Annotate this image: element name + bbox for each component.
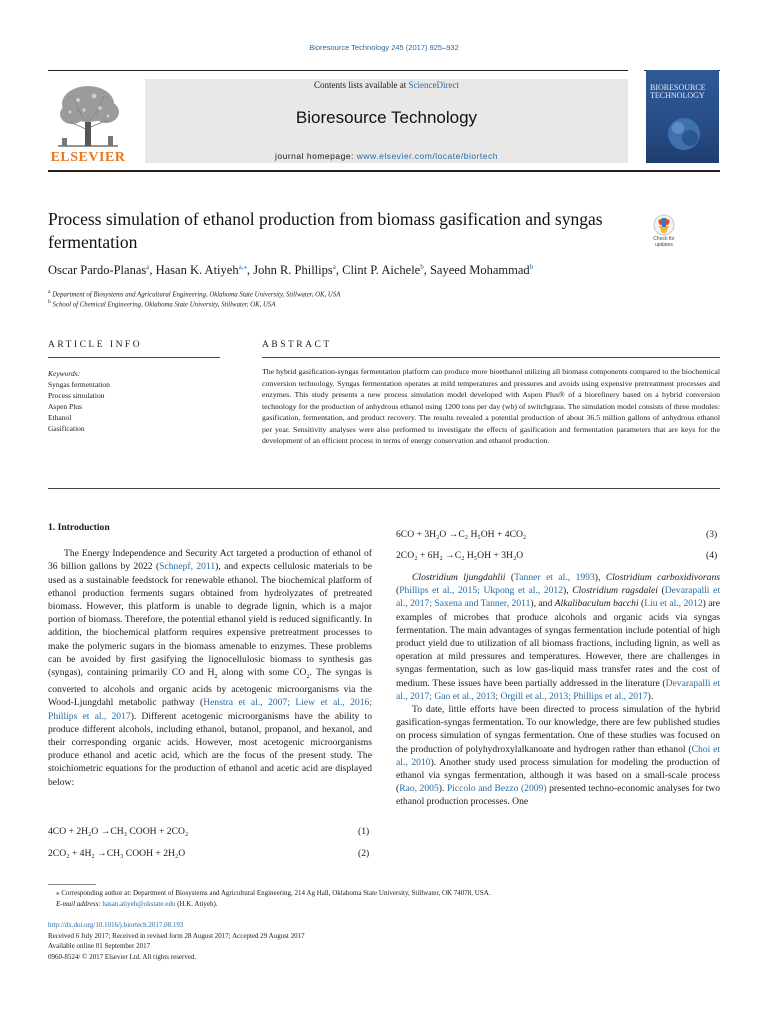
equation-2: 2CO₂ + 4H₂ →CH₃ COOH + 2H₂O [48,848,186,859]
article-info-heading: ARTICLE INFO [48,340,143,350]
author-affiliation-mark[interactable]: b [529,263,534,271]
keyword-item: Process simulation [48,391,105,400]
paper-title: Process simulation of ethanol production from biomass gasification and syngas fermentation [48,209,603,252]
citation-link[interactable]: Rao, 2005 [399,783,439,795]
email-note: E-mail address: hasan.atiyeh@okstate.edu (H.K. Atiyeh). [56,899,218,908]
citation-link[interactable]: Choi et al., 2010 [396,743,720,768]
author-name[interactable]: Clint P. Aichele [342,263,421,278]
header-top-rule [48,70,628,71]
homepage-prefix: journal homepage: [275,151,357,161]
keyword-item: Aspen Plus [48,402,82,411]
keyword-item: Gasification [48,424,85,433]
citation-link[interactable]: Liu et al., 2012 [644,598,703,610]
intro-paragraph-3: To date, little efforts have been directed to process simulation of the hybrid gasification-syngas fermentation. To our knowledge, there are few published studies on process simulation of syngas fermentation. One of these studies was focused on the production of polyhydroxylalkanoate and hydrogen rather than ethanol (Choi et al., 2010). Another study used process simulation for modeling the production of ethanol via syngas fermentation, although it was based on a small-scale process (Rao, 2005). Piccolo and Bezzo (2009) presented techno-economic analyses for two ethanol production processes. One [396,704,721,808]
cover-artwork [660,112,708,156]
equation-2-number: (2) [358,848,370,859]
sciencedirect-link[interactable]: ScienceDirect [408,80,459,90]
abstract-text: The hybrid gasification-syngas fermentation platform can produce more bioethanol utilizing all biomass components compared to the biochemical conversion technology. Syngas fermentation operates at mild temperatures and pressures and avoids using expensive pretreatment processes and enzymes. This study presents a new process simulation model developed with Aspen Plus® of a biorefinery based on a hybrid conversion technology for the production of anhydrous ethanol using 1200 tons per day (wb) of switchgrass. The simulation model consists of three modules: gasification, fermentation, and product recovery. The results revealed a potential production of about 36.5 million gallons of anhydrous ethanol per year. Sensitivity analyses were also performed to investigate the effects of gasification and fermentation parameters that are keys for the development of an efficient process in terms of energy conservation and ethanol production. [262,367,720,445]
cover-title-line-1: BIORESOURCE [650,83,706,92]
affiliation-mark: a [48,289,51,295]
affiliation-b [48,299,275,308]
citation-link[interactable]: Tanner et al., 1993 [514,572,595,583]
journal-homepage [145,151,628,161]
contents-line [145,80,628,90]
footnote-rule [48,884,96,885]
author-affiliation-mark[interactable]: a,⁎ [238,263,247,271]
cover-title-line-2: TECHNOLOGY [650,91,705,100]
received-dates: Received 6 July 2017; Received in revised form 28 August 2017; Accepted 29 August 2017 [48,931,305,940]
left-column [48,521,372,789]
journal-reference-link[interactable]: Bioresource Technology 245 (2017) 925–932 [309,43,459,52]
affiliation-a [48,289,340,298]
email-label: E-mail address: [56,899,103,908]
affiliation-text: School of Chemical Engineering, Oklahoma State University, Stillwater, OK, USA [52,301,276,309]
copyright: 0960-8524/ © 2017 Elsevier Ltd. All rights reserved. [48,952,197,961]
check-for-updates-label [646,236,682,248]
citation-link[interactable]: Phillips et al., 2015; Ukpong et al., 2012 [399,585,563,597]
intro-paragraph-1: The Energy Independence and Security Act targeted a production of ethanol of 36 billion gallons by 2022 (Schnepf, 2011), and expects cellulosic materials to be used as a sustainable feedstock for renewable ethanol. The biochemical platform of ethanol production ferments sugars obtained from hydrolyzates of pretreated biomass. However, this platform is unable to degrade lignin, which is a major portion of biomass. Therefore, the potential ethanol yield is reduced significantly. In addition, the biochemical platform requires expensive pretreatment processes to make the polymeric sugars in the biomass amenable to enzymes. These problems can be avoided by first gasifying the lignocellulosic biomass to synthesis gas (syngas), containing primarily CO and $H_2$ along with some $CO_2$. The syngas is converted to alcohols and organic acids by acetogenic microorganisms via the Wood-Ljungdahl metabolic pathway (Henstra et al., 2007; Liew et al., 2016; Phillips et al., 2017). Different acetogenic microorganisms have the ability to produce different alcohols, including ethanol, butanol, propanol, and hexanol, and their corresponding organic acids. However, most acetogenic microorganisms produce ethanol and acetic acid, which are the focus of the present study. The stoichiometric equations for the production of ethanol and acetic acid are displayed below: [48,548,373,788]
equation-3-number: (3) [706,529,718,540]
affiliation-mark: b [48,299,51,305]
footnote-block [56,888,720,909]
abstract-bottom-rule [48,488,720,489]
keywords-block [48,368,238,434]
available-online: Available online 01 September 2017 [48,942,151,950]
author-name[interactable]: John R. Phillips [253,263,333,278]
author-name[interactable]: Oscar Pardo-Planas [48,263,147,278]
citation-link[interactable]: Piccolo and Bezzo (2009) [446,783,547,795]
abstract-heading: ABSTRACT [262,340,332,350]
header-bottom-rule [48,170,720,172]
badge-line-1: Check for [653,236,675,242]
intro-paragraph-2: Clostridium ljungdahlii (Tanner et al., 1993), Clostridium carboxidivorans (Phillips et al., 2015; Ukpong et al., 2012), Clostridium ragsdalei (Devarapalli et al., 2017; Saxena and Tanner, 2011), and Alkalibaculum bacchi (Liu et al., 2012) are examples of microbes that produce alcohols and organic acids via syngas fermentation. The main advantages of syngas fermentation include potential of high product yield due to utilization of all biomass fractions, including lignin, as well as operation at mild pressures and temperatures. However, there are challenges in syngas fermentation, such as low gas-liquid mass transfer rates and the cost of medium. These issues have been partially addressed in the literature (Devarapalli et al., 2017; Gao et al., 2013; Orgill et al., 2013; Phillips et al., 2017). [396,572,720,702]
equation-3: 6CO + 3H₂O →C₂ H₅OH + 4CO₂ [396,529,527,540]
author-affiliation-mark[interactable]: a [332,263,336,271]
doi-link[interactable]: http://dx.doi.org/10.1016/j.biortech.2017.08.193 [48,921,184,929]
publication-info [48,920,720,962]
author-list: Oscar Pardo-Planas$^a$, Hasan K. Atiyeh$^{a,⁎}$, John R. Phillips$^a$, Clint P. Aichele$^b$, Sayeed Mohammad$^b$ [48,263,534,278]
keywords-label: Keywords: [48,369,81,378]
publisher-logo-text: ELSEVIER [50,150,126,165]
author-affiliation-mark[interactable]: b [420,263,424,271]
equation-4: 2CO₂ + 6H₂ →C₂ H₅OH + 3H₂O [396,550,524,561]
affiliation-text: Department of Biosystems and Agricultural Engineering, Oklahoma State University, Stillwater, OK, USA [52,291,341,299]
citation-link[interactable]: Devarapalli et al., 2017; Gao et al., 2013; Orgill et al., 2013; Phillips et al., 2017 [396,677,720,702]
journal-title: Bioresource Technology [295,108,478,127]
keyword-item: Syngas fermentation [48,380,110,389]
citation-link[interactable]: Schnepf, 2011 [159,561,216,573]
abstract-rule [262,357,720,358]
equation-1-number: (1) [358,826,370,837]
badge-line-2: updates [655,242,673,248]
corresponding-author-note: ⁎ Corresponding author at: Department of Biosystems and Agricultural Engineering, 214 Ag Hall, Oklahoma State University, Stillwater, OK 74078, USA. [56,889,491,897]
right-column [396,571,720,809]
keyword-item: Ethanol [48,413,72,422]
section-heading-introduction: 1. Introduction [48,522,110,533]
homepage-link[interactable]: www.elsevier.com/locate/biortech [356,151,498,161]
contents-prefix: Contents lists available at [314,80,409,90]
equation-1: 4CO + 2H₂O →CH₃ COOH + 2CO₂ [48,826,189,837]
citation-link[interactable]: Devarapalli et al., 2017; Saxena and Tanner, 2011 [396,585,720,610]
article-info-rule [48,357,220,358]
author-affiliation-mark[interactable]: a [146,263,150,271]
cover-title [650,84,716,100]
author-name[interactable]: Sayeed Mohammad [429,263,530,278]
equation-4-number: (4) [706,550,718,561]
author-name[interactable]: Hasan K. Atiyeh [155,263,239,278]
email-link[interactable]: hasan.atiyeh@okstate.edu [102,899,176,908]
citation-link[interactable]: Henstra et al., 2007; Liew et al., 2016; Phillips et al., 2017 [48,697,372,722]
